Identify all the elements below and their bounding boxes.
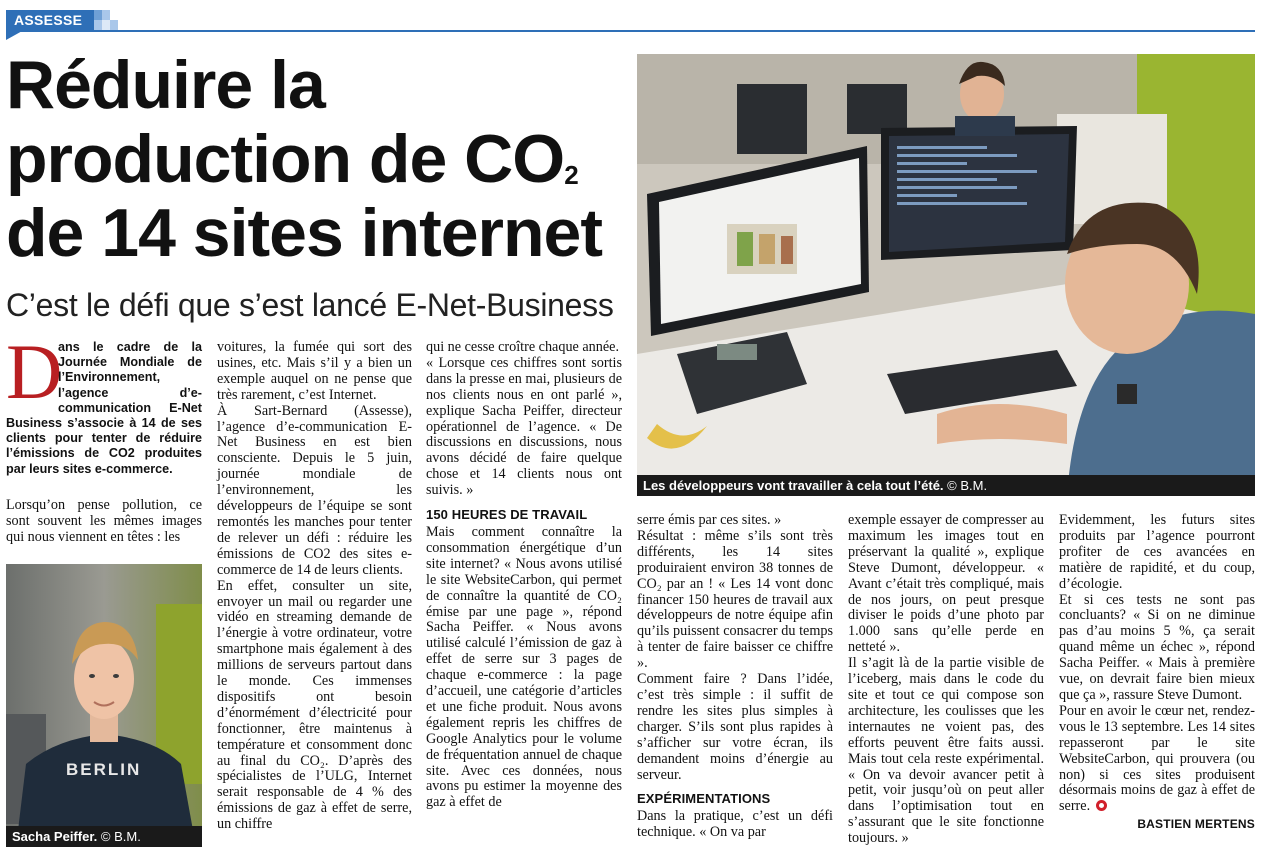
portrait-caption bbox=[6, 826, 202, 847]
section-decoration bbox=[94, 10, 120, 30]
drop-cap: D bbox=[6, 328, 63, 415]
headline-line-3: de 14 sites internet bbox=[6, 195, 603, 271]
column-4-paragraph-3: Comment faire ? Dans l’idée, c’est très simple : il suffit de rendre les sites plus simples à charger. S’ils sont plus rapides à s’afficher sur votre écran, ils demandent moins d’énergie au serveur. bbox=[637, 671, 833, 783]
lead-paragraph bbox=[6, 328, 202, 477]
crosshead-150-hours: 150 HEURES DE TRAVAIL bbox=[426, 507, 588, 523]
end-mark-icon bbox=[1096, 800, 1107, 811]
office-photo bbox=[637, 54, 1255, 496]
column-2-paragraph-1: voitures, la fumée qui sort des usines, etc. Mais s’il y a bien un exemple auquel on ne pense que très rarement, c’est Internet. bbox=[217, 339, 412, 403]
standfirst: C’est le défi que s’est lancé E-Net-Business bbox=[6, 287, 614, 323]
column-3-paragraph-1: qui ne cesse croître chaque année. bbox=[426, 339, 620, 355]
column-3-paragraph-3: Mais comment connaître la consommation énergétique d’un site internet? « Nous avons utilisé le site WebsiteCarbon, qui permet de connaître la quantité de CO₂ émise par une page », répond Sacha Peiffer. « Nous avons utilisé calculé l’émission de gaz à effet de serre sur 3 pages de chaque e-commerce : la page d’accueil, une catégorie d’articles et une fiche produit. Nous avons également repris les chiffres de Google Analytics pour le volume de fréquentation annuel de chaque site. Avec ces données, nous avons pu estimer la moyenne des gaz à effet de bbox=[426, 523, 622, 811]
column-6-text bbox=[1059, 513, 1255, 833]
column-3-paragraph-2: « Lorsque ces chiffres sont sortis dans la presse en mai, plusieurs de nos clients nous en ont parlé », explique Sacha Peiffer, directeur opérationnel de l’agence. « De discussions en discussions, nous avons décidé de faire quelque chose et 14 clients nous ont suivis. » bbox=[426, 354, 622, 499]
office-photo-caption-credit: © B.M. bbox=[943, 478, 988, 493]
office-illustration bbox=[637, 54, 1255, 496]
section-rule bbox=[6, 30, 1255, 32]
column-2-paragraph-2: À Sart-Bernard (Assesse), l’agence d’e-communication E-Net Business en est bien consciente. Depuis le 5 juin, journée mondiale de l’environnement, les développeurs de l’équipe se sont remontés les manches pour tenter de relever un défi : réduire les émissions de CO2 des sites e-commerce de 14 de leurs clients. bbox=[217, 402, 412, 578]
column-4-paragraph-1: serre émis par ces sites. » bbox=[637, 512, 782, 528]
portrait-illustration bbox=[6, 564, 202, 847]
column-6-paragraph-3 bbox=[1059, 704, 1255, 815]
column-5-paragraph-1: exemple essayer de compresser au maximum les images tout en préservant la qualité », explique Steve Dumont, développeur. « Avant c’était très compliqué, mais de nos jours, on peut presque diviser le poids d’une photo par 1.000 sans qu’elle perde en netteté ». bbox=[848, 512, 1044, 656]
section-label: ASSESSE bbox=[6, 10, 94, 30]
headline bbox=[6, 48, 626, 270]
portrait-photo bbox=[6, 564, 202, 847]
column-4-paragraph-4: Dans la pratique, c’est un défi technique. « On va par bbox=[637, 808, 833, 841]
column-4-paragraph-2: Résultat : même s’ils sont très différents, les 14 sites produiraient environ 38 tonnes de CO₂ par an ! « Les 14 vont donc financer 150 heures de travail aux développeurs de notre équipe afin qu’ils puissent consacrer du temps à tenter de faire baisser ce chiffre ». bbox=[637, 527, 833, 672]
portrait-caption-credit: © B.M. bbox=[97, 829, 141, 844]
office-photo-caption bbox=[637, 475, 1255, 496]
column-6-paragraph-2: Et si ces tests ne sont pas concluants? « Si on ne diminue pas d’au moins 5 %, ça serait quand même un échec », répond Sacha Peiffer. « Mais à première vue, on devrait faire bien mieux que ça », rassure Steve Dumont. bbox=[1059, 591, 1255, 703]
column-2-text bbox=[217, 340, 412, 833]
headline-line-2-main: production de CO bbox=[6, 121, 565, 197]
column-2-paragraph-3: En effet, consulter un site, envoyer un mail ou regarder une vidéo en streaming demande de l’énergie à votre ordinateur, votre smartphone mais également à des millions de serveurs partout dans le monde. Ces immenses dispositifs ont besoin d’énormément d’électricité pour fonctionner, être maintenus à température et consomment donc au final du CO₂. D’après des spécialistes de l’ULG, Internet serait responsable de 4 % des émissions de gaz à effet de serre, un chiffre bbox=[217, 577, 412, 833]
column-5-paragraph-2: Il s’agit là de la partie visible de l’iceberg, mais dans le code du site et tout ce qui compose son architecture, les coulisses que les internautes ne voient pas, des efforts peuvent être faits aussi. Mais tout cela reste expérimental. « On va devoir avancer petit à petit, voir jusqu’où on peut aller dans l’optimisation tout en s’assurant que le site fonctionne toujours. » bbox=[848, 655, 1044, 847]
office-photo-caption-text: Les développeurs vont travailler à cela tout l’été. bbox=[643, 478, 944, 493]
crosshead-experimentations: EXPÉRIMENTATIONS bbox=[637, 791, 771, 807]
column-1-text bbox=[6, 498, 202, 546]
headline-line-2 bbox=[6, 122, 626, 196]
column-6-paragraph-1: Evidemment, les futurs sites produits par l’agence pourront profiter de ces avancées en matière de rapidité, et du coup, d’écologie. bbox=[1059, 512, 1255, 592]
column-4-text bbox=[637, 513, 833, 841]
shirt-print: BERLIN bbox=[66, 760, 142, 779]
portrait-caption-name: Sacha Peiffer. bbox=[12, 829, 98, 844]
column-5-text bbox=[848, 513, 1044, 847]
column-6-paragraph-3-text: Pour en avoir le cœur net, rendez-vous le 13 septembre. Les 14 sites repasseront par le site WebsiteCarbon, qui prouvera (ou non) si ces sites produisent désormais moins de gaz à effet de serre. bbox=[1059, 702, 1255, 815]
headline-subscript: 2 bbox=[564, 160, 578, 190]
byline: BASTIEN MERTENS bbox=[1137, 817, 1255, 832]
column-1-paragraph: Lorsqu’on pense pollution, ce sont souvent les mêmes images qui nous viennent en têtes : les bbox=[6, 497, 202, 545]
column-3-text bbox=[426, 340, 622, 811]
lead-text: ans le cadre de la Journée Mondiale de l’Environnement, l’agence d’e-communication E-Net Business s’associe à 14 de ses clients pour tenter de réduire l’émissions de CO2 produites par leurs sites e-commerce. bbox=[6, 340, 202, 476]
headline-line-1: Réduire la bbox=[6, 47, 325, 123]
